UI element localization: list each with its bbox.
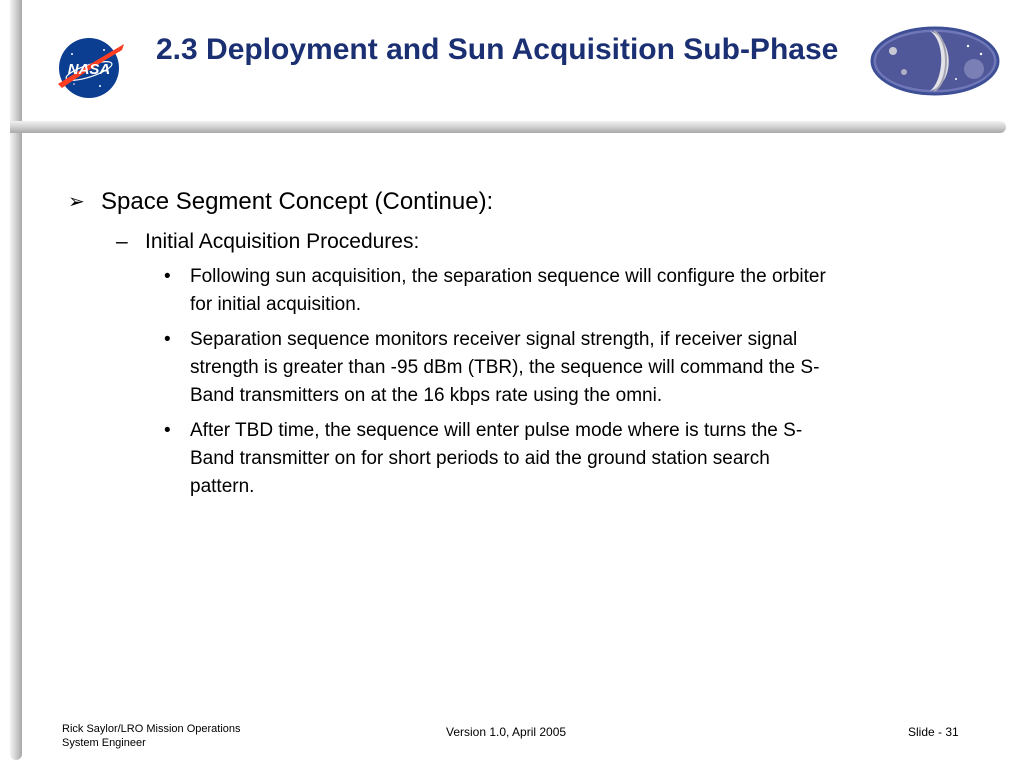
list-item-line: for initial acquisition. — [190, 294, 362, 315]
list-item — [162, 417, 962, 501]
list-item-line: Separation sequence monitors receiver signal strength, if receiver signal — [190, 329, 798, 350]
header-divider-bar — [10, 121, 1006, 133]
bullet-level2-text: Initial Acquisition Procedures: — [145, 230, 420, 253]
page-title: 2.3 Deployment and Sun Acquisition Sub-Phase — [156, 33, 839, 66]
slide-number: Slide - 31 — [908, 725, 959, 739]
list-item-line: pattern. — [190, 476, 255, 497]
dot-bullet-icon: • — [164, 420, 171, 441]
footer-version: Version 1.0, April 2005 — [446, 725, 567, 739]
list-item — [162, 263, 962, 319]
bullet-level1-text: Space Segment Concept (Continue): — [101, 188, 494, 215]
bullet-level3-list — [162, 263, 962, 508]
dot-bullet-icon: • — [164, 329, 171, 350]
list-item — [162, 326, 962, 410]
lro-mission-logo-icon — [868, 24, 1002, 98]
list-item-line: Following sun acquisition, the separation sequence will configure the orbiter — [190, 266, 826, 287]
list-item-line: Band transmitters on at the 16 kbps rate using the omni. — [190, 385, 663, 406]
left-frame-bar — [10, 0, 22, 760]
arrow-bullet-icon: ➢ — [68, 191, 85, 213]
footer-author-line: Rick Saylor/LRO Mission Operations — [62, 723, 241, 735]
footer-author — [62, 722, 302, 750]
footer-author-line: System Engineer — [62, 737, 146, 749]
svg-text:NASA: NASA — [67, 61, 111, 78]
nasa-logo-icon — [52, 36, 128, 100]
list-item-line: strength is greater than -95 dBm (TBR), the sequence will command the S- — [190, 357, 820, 378]
dash-bullet-icon: – — [116, 230, 128, 253]
list-item-line: After TBD time, the sequence will enter pulse mode where is turns the S- — [190, 420, 803, 441]
dot-bullet-icon: • — [164, 266, 171, 287]
list-item-line: Band transmitter on for short periods to aid the ground station search — [190, 448, 770, 469]
